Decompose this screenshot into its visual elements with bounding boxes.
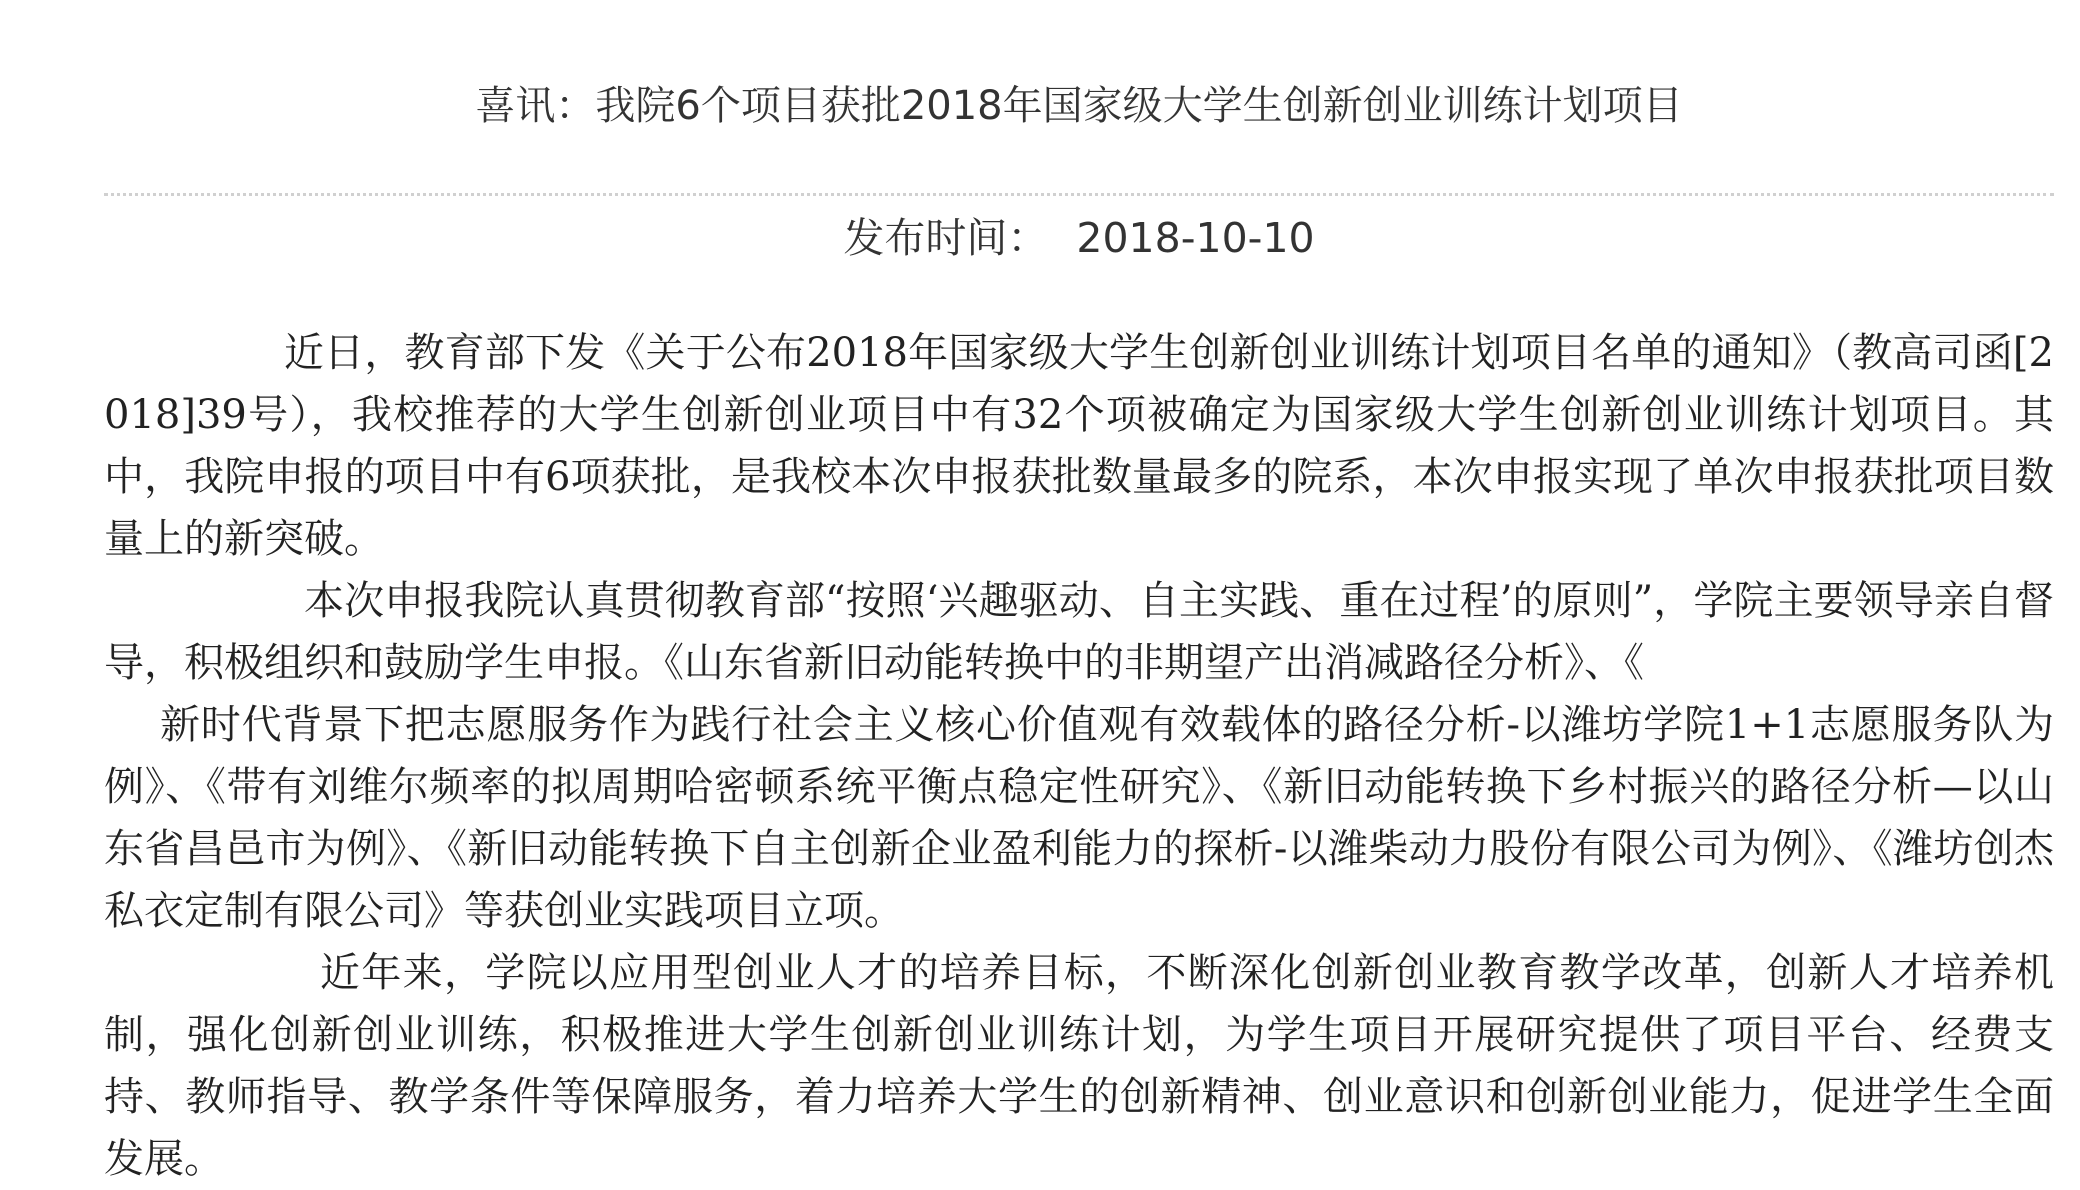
- paragraph-application: 本次申报我院认真贯彻教育部“按照‘兴趣驱动、自主实践、重在过程’的原则”，学院主要领导亲自督导，积极组织和鼓励学生申报。《山东省新旧动能转换中的非期望产出消减路径分析》、《: [104, 578, 2054, 686]
- paragraph-project-list: 新时代背景下把志愿服务作为践行社会主义核心价值观有效载体的路径分析-以潍坊学院1+1志愿服务队为例》、《带有刘维尔频率的拟周期哈密顿系统平衡点稳定性研究》、《新旧动能转换下乡村振兴的路径分析—以山东省昌邑市为例》、《新旧动能转换下自主创新企业盈利能力的探析-以潍柴动力股份有限公司为例》、《潍坊创杰私衣定制有限公司》等获创业实践项目立项。: [104, 702, 2054, 934]
- article-body: [104, 322, 2054, 1190]
- publish-info: [104, 210, 2054, 266]
- paragraph-intro: 近日，教育部下发《关于公布2018年国家级大学生创新创业训练计划项目名单的通知》（教高司函[2018]39号），我校推荐的大学生创新创业项目中有32个项被确定为国家级大学生创新创业训练计划项目。其中，我院申报的项目中有6项获批，是我校本次申报获批数量最多的院系，本次申报实现了单次申报获批项目数量上的新突破。: [104, 330, 2054, 562]
- title-divider: [104, 193, 2054, 196]
- article-title: 喜讯：我院6个项目获批2018年国家级大学生创新创业训练计划项目: [475, 83, 1683, 129]
- publish-label: 发布时间：: [843, 214, 1049, 262]
- paragraph-summary: 近年来，学院以应用型创业人才的培养目标，不断深化创新创业教育教学改革，创新人才培养机制，强化创新创业训练，积极推进大学生创新创业训练计划，为学生项目开展研究提供了项目平台、经费支持、教师指导、教学条件等保障服务，着力培养大学生的创新精神、创业意识和创新创业能力，促进学生全面发展。: [104, 950, 2054, 1182]
- news-article: [104, 0, 2054, 1190]
- publish-date: 2018-10-10: [1076, 214, 1315, 262]
